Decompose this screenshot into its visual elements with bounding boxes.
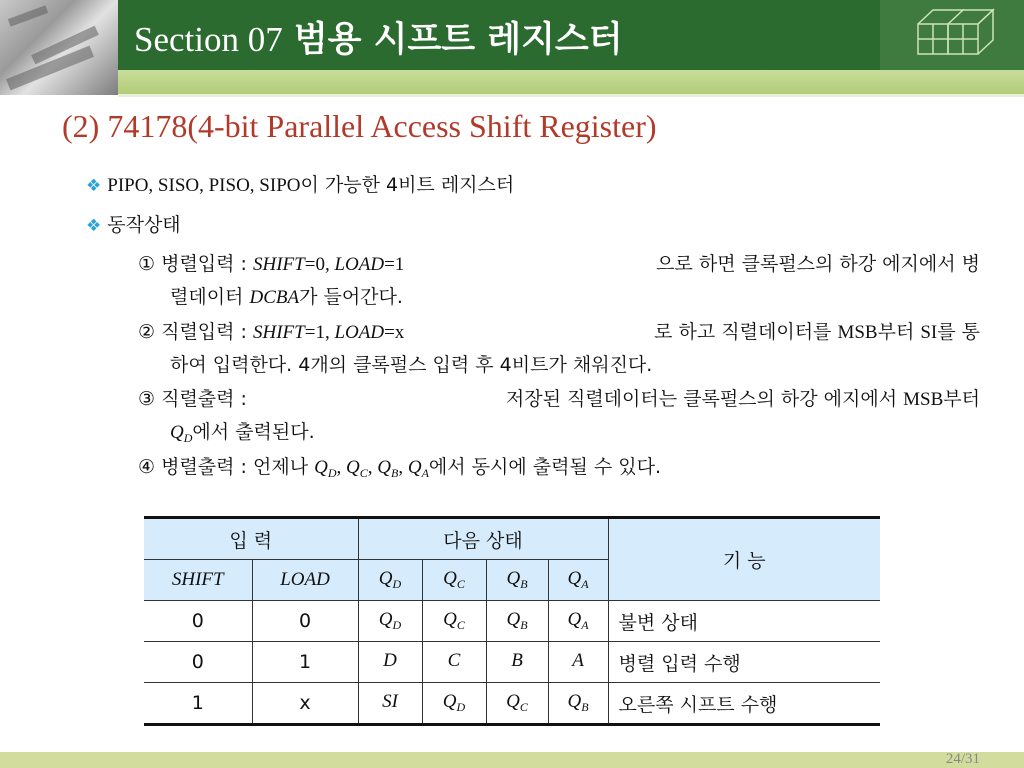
var-q: Q <box>346 457 360 478</box>
list-item-serial-output <box>138 383 980 454</box>
item-line-2 <box>138 281 980 314</box>
cell-qd <box>358 642 422 683</box>
cell-value: Q <box>378 609 393 630</box>
item-label: 병렬입력 : <box>161 253 253 275</box>
val-load: =1 <box>384 254 405 275</box>
cell-qa <box>548 642 608 683</box>
cell-sub: B <box>581 700 589 714</box>
page-number: 24/31 <box>945 751 980 767</box>
function-table <box>144 516 880 726</box>
cell-function: 병렬 입력 수행 <box>608 642 880 683</box>
col-qa <box>548 560 608 601</box>
comma: , <box>336 457 347 478</box>
cell-function: 오른쪽 시프트 수행 <box>608 683 880 725</box>
item-number: ④ <box>138 456 156 478</box>
cell-sub: D <box>392 618 402 632</box>
cell-sub: C <box>519 700 528 714</box>
item-text: 부터 <box>943 388 980 410</box>
bullet-text-kor: 이 가능한 4비트 레지스터 <box>300 174 515 196</box>
msb-term: MSB <box>837 322 878 343</box>
item-line-2 <box>138 416 980 454</box>
var-q-sub: D <box>183 431 193 445</box>
cell-sub: C <box>456 618 465 632</box>
item-text: 으로 하면 클록펄스의 하강 에지에서 병 <box>656 253 980 275</box>
cell-qd <box>358 601 422 642</box>
bullet-text-en: PIPO, SISO, PISO, SIPO <box>107 175 301 196</box>
var-q: Q <box>314 457 328 478</box>
val-shift: =1, <box>304 322 335 343</box>
cell-sub: A <box>581 618 589 632</box>
col-shift: SHIFT <box>144 560 252 601</box>
item-text: 가 들어간다. <box>299 286 403 308</box>
table-header-row <box>144 518 880 560</box>
diamond-bullet-icon: ❖ <box>86 216 102 236</box>
var-load: LOAD <box>334 254 385 275</box>
cell-sub: B <box>520 618 528 632</box>
col-qb <box>486 560 548 601</box>
list-item-parallel-output <box>138 451 980 489</box>
cell-sub: D <box>456 700 466 714</box>
item-line-1 <box>138 451 980 489</box>
header-accent-shadow <box>118 94 1024 97</box>
section-label: Section 07 <box>134 20 283 59</box>
item-label: 직렬출력 : <box>161 388 247 410</box>
section-title: 범용 시프트 레지스터 <box>293 20 623 60</box>
var-dcba: DCBA <box>249 287 300 308</box>
var-shift: SHIFT <box>253 322 305 343</box>
cell-shift: 0 <box>144 601 252 642</box>
var-q-sub: A <box>421 466 429 480</box>
bullet-operation-states <box>86 210 181 237</box>
list-item-serial-input <box>138 316 980 381</box>
bullet-register-types <box>86 170 514 197</box>
val-shift: =0, <box>304 254 335 275</box>
var-q: Q <box>170 422 184 443</box>
cell-value: SI <box>382 691 398 712</box>
var-load: LOAD <box>334 322 385 343</box>
cell-value: A <box>572 650 584 671</box>
cell-qb <box>486 601 548 642</box>
cell-value: Q <box>443 609 457 630</box>
header-accent-band <box>118 70 1024 94</box>
cell-value: Q <box>506 609 521 630</box>
item-text: 부터 <box>877 321 921 343</box>
table-row <box>144 601 880 642</box>
item-text: 저장된 직렬데이터는 클록펄스의 하강 에지에서 <box>505 388 904 410</box>
var-q: Q <box>377 457 391 478</box>
comma: , <box>367 457 378 478</box>
var-q: Q <box>506 568 521 589</box>
item-number: ① <box>138 253 156 275</box>
msb-term: MSB <box>903 389 944 410</box>
var-q-sub: C <box>456 577 465 591</box>
item-line-2: 하여 입력한다. 4개의 클록펄스 입력 후 4비트가 채워진다. <box>170 354 653 376</box>
item-label: 병렬출력 : <box>161 456 253 478</box>
cell-function: 불변 상태 <box>608 601 880 642</box>
var-q: Q <box>567 568 582 589</box>
cell-qb <box>486 642 548 683</box>
cell-value: C <box>447 650 461 671</box>
header-input: 입 력 <box>144 518 358 560</box>
cell-shift: 0 <box>144 642 252 683</box>
cell-qa <box>548 683 608 725</box>
cell-qb <box>486 683 548 725</box>
item-line-1 <box>138 248 980 281</box>
table-row <box>144 642 880 683</box>
cell-value: Q <box>567 691 582 712</box>
var-q-sub: B <box>520 577 528 591</box>
header-photo-image <box>0 0 118 95</box>
var-q-sub: C <box>359 466 368 480</box>
si-term: SI <box>920 322 938 343</box>
cell-value: Q <box>567 609 582 630</box>
footer-bar <box>0 752 1024 768</box>
cell-qc <box>422 601 486 642</box>
cell-qc <box>422 642 486 683</box>
cell-qd <box>358 683 422 725</box>
item-label: 직렬입력 : <box>161 321 253 343</box>
page-title <box>134 12 623 62</box>
item-number: ③ <box>138 388 156 410</box>
table-row <box>144 683 880 725</box>
diamond-bullet-icon: ❖ <box>86 176 102 196</box>
var-q: Q <box>407 457 422 478</box>
var-q-sub: B <box>391 466 399 480</box>
cell-value: B <box>511 650 523 671</box>
list-item-parallel-input <box>138 248 980 314</box>
var-q-sub: D <box>392 577 402 591</box>
cube-logo-icon <box>880 0 1024 70</box>
item-line-1 <box>138 316 980 349</box>
item-text: 에서 동시에 출력될 수 있다. <box>428 456 662 478</box>
cell-qa <box>548 601 608 642</box>
col-qd <box>358 560 422 601</box>
val-load: =x <box>384 322 405 343</box>
var-q: Q <box>378 568 393 589</box>
var-shift: SHIFT <box>253 254 305 275</box>
item-text: 로 하고 직렬데이터를 <box>654 321 838 343</box>
col-load: LOAD <box>252 560 358 601</box>
item-text: 에서 출력된다. <box>192 421 315 443</box>
cell-load: 1 <box>252 642 358 683</box>
header-next-state: 다음 상태 <box>358 518 608 560</box>
cell-value: Q <box>442 691 457 712</box>
var-q: Q <box>443 568 457 589</box>
col-qc <box>422 560 486 601</box>
cell-load: 0 <box>252 601 358 642</box>
item-text: 렬데이터 <box>170 286 250 308</box>
item-text: 를 통 <box>937 321 980 343</box>
comma: , <box>398 457 408 478</box>
cell-value: D <box>383 650 397 671</box>
header-function: 기 능 <box>608 518 880 601</box>
cell-load: x <box>252 683 358 725</box>
var-q-sub: D <box>327 466 337 480</box>
item-number: ② <box>138 321 156 343</box>
item-text: 언제나 <box>253 456 315 478</box>
cell-shift: 1 <box>144 683 252 725</box>
item-line-1 <box>138 383 980 416</box>
cell-value: Q <box>506 691 520 712</box>
bullet-text-kor: 동작상태 <box>107 214 181 236</box>
cell-qc <box>422 683 486 725</box>
slide-subtitle: (2) 74178(4-bit Parallel Access Shift Register) <box>62 108 657 144</box>
var-q-sub: A <box>581 577 589 591</box>
